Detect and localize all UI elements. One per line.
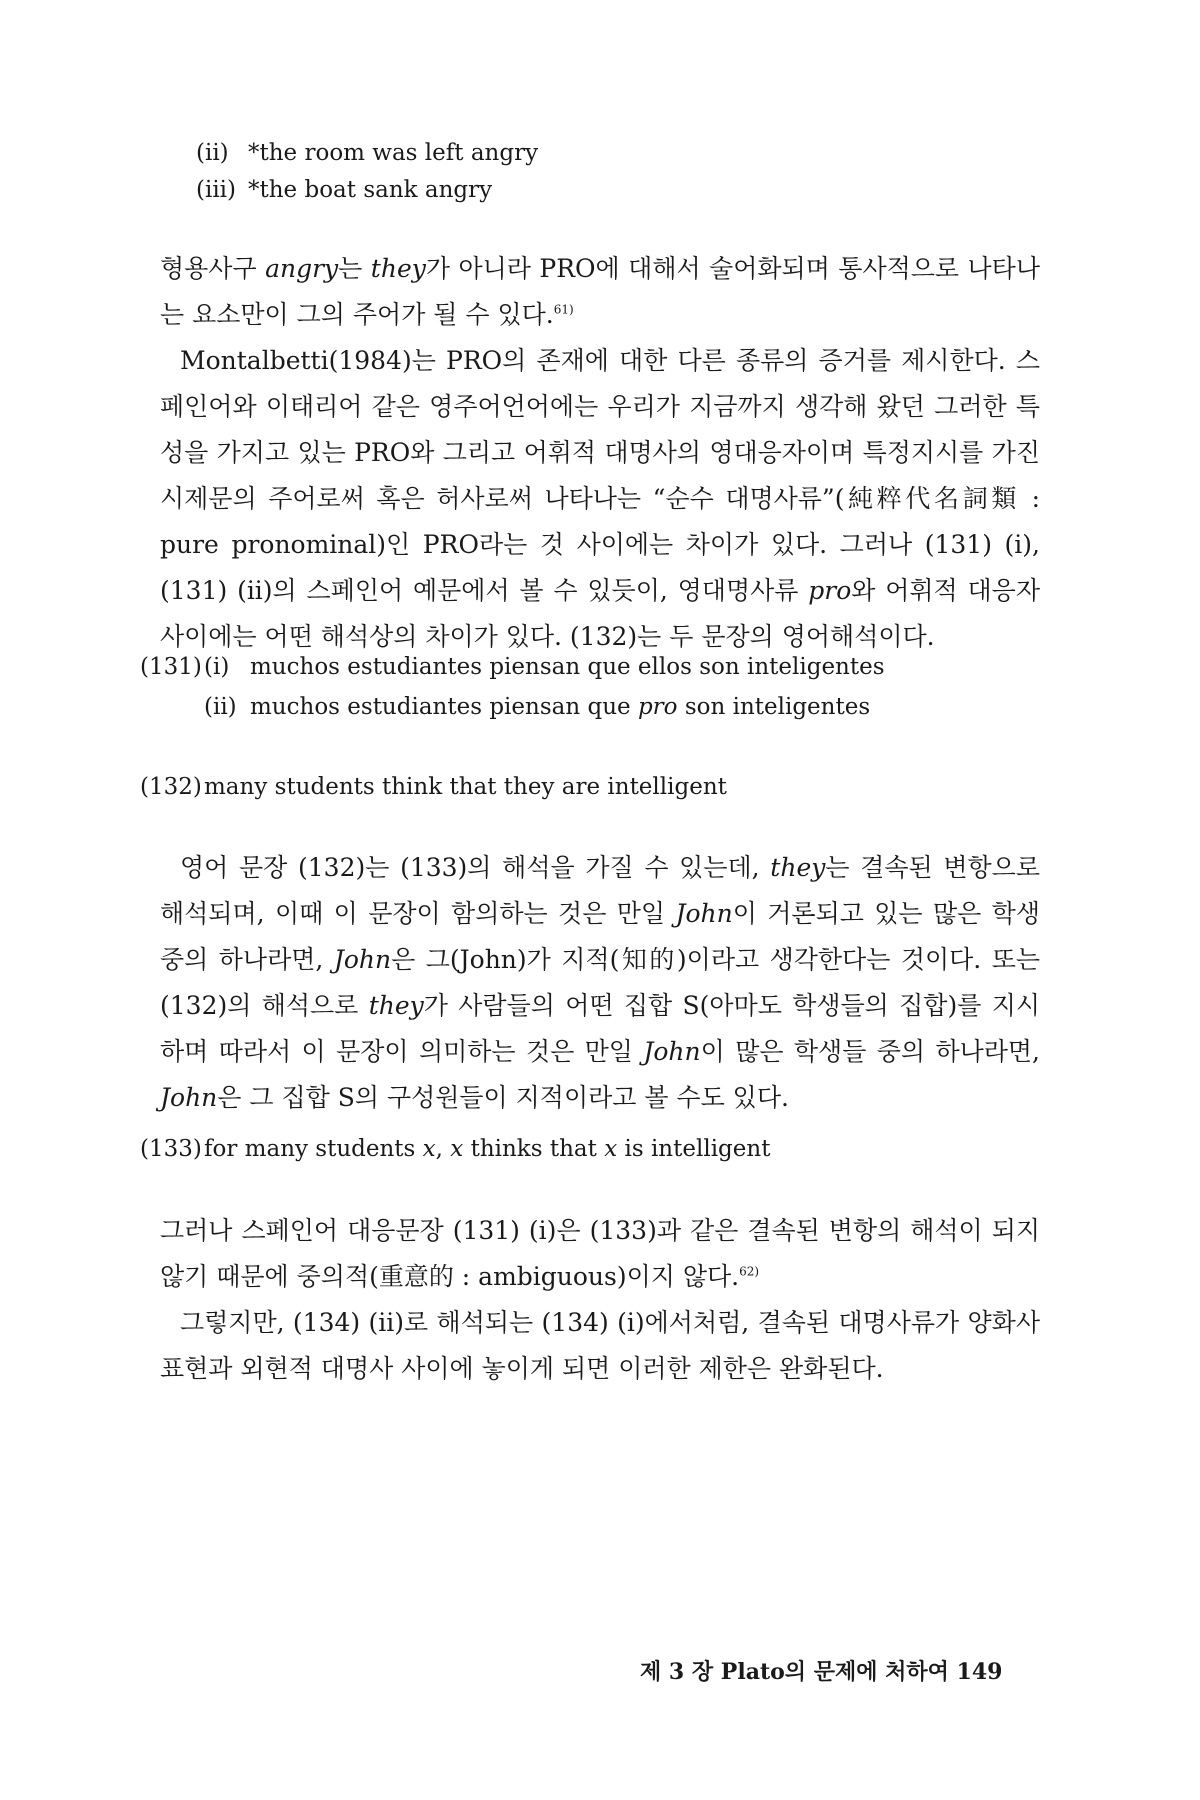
example-text: muchos estudiantes piensan que ellos son inteligentes (250, 654, 885, 680)
italic-term: they (770, 853, 826, 882)
paragraph-block-1 (160, 246, 1040, 660)
italic-term: John (643, 1037, 701, 1066)
italic-term: angry (265, 254, 339, 283)
paragraph-block-4 (160, 1208, 1040, 1392)
example-number: (iii) (196, 177, 237, 203)
paragraph-4: 그러나 스페인어 대응문장 (131) (i)은 (133)과 같은 결속된 변항의 해석이 되지 않기 때문에 중의적(重意的 : ambiguous)이지 않다.$^{62)}$ (160, 1216, 1040, 1291)
variable-x: x (422, 1136, 436, 1162)
italic-term: John (160, 1083, 218, 1112)
example-number: (132) (140, 774, 202, 800)
example-ii (196, 138, 538, 168)
example-131-ii: (ii) muchos estudiantes piensan que pro son inteligentes (204, 694, 871, 720)
footnote-marker: 62) (739, 1264, 760, 1279)
italic-term: John (333, 945, 392, 974)
paragraph-block-3 (160, 845, 1040, 1121)
paragraph-1: 형용사구 angry는 they가 아니라 PRO에 대해서 술어화되며 통사적으로 나타나는 요소만이 그의 주어가 될 수 있다.$^{61)}$ (160, 254, 1040, 329)
paragraph-2: Montalbetti(1984)는 PRO의 존재에 대한 다른 종류의 증거를 제시한다. 스페인어와 이태리어 같은 영주어언어에는 우리가 지금까지 생각해 왔던 그러한 특성을 가지고 있는 PRO와 그리고 어휘적 대명사의 영대응자이며 특정지시를 가진 시제문의 주어로써 혹은 허사로써 나타나는 “순수 대명사류”(純粹代名詞類 : pure pronominal)인 PRO라는 것 사이에는 차이가 있다. 그러나 (131) (i), (131) (ii)의 스페인어 예문에서 볼 수 있듯이, 영대명사류 pro와 어휘적 대응자 사이에는 어떤 해석상의 차이가 있다. (132)는 두 문장의 영어해석이다. (160, 346, 1040, 651)
example-131-i (140, 652, 885, 682)
italic-term: pro (637, 694, 678, 720)
paragraph-5: 그렇지만, (134) (ii)로 해석되는 (134) (i)에서처럼, 결속된 대명사류가 양화사 표현과 외현적 대명사 사이에 놓이게 되면 이러한 제한은 완화된다. (160, 1308, 1040, 1383)
variable-x: x (604, 1136, 618, 1162)
example-sub-number: (ii) (204, 694, 237, 720)
italic-term: they (368, 991, 424, 1020)
variable-x: x (450, 1136, 464, 1162)
example-sub-number: (i) (204, 654, 230, 680)
example-132 (140, 772, 727, 802)
italic-term: pro (808, 576, 852, 605)
page-footer: 제 3 장 Plato의 문제에 처하여 149 (640, 1659, 1003, 1685)
example-text: many students think that they are intelligent (204, 774, 727, 800)
example-text: *the room was left angry (248, 140, 539, 166)
example-number: (ii) (196, 140, 229, 166)
example-iii (196, 175, 492, 205)
footnote-marker: 61) (553, 302, 574, 317)
italic-term: John (675, 899, 733, 928)
paragraph-3: 영어 문장 (132)는 (133)의 해석을 가질 수 있는데, they는 결속된 변항으로 해석되며, 이때 이 문장이 함의하는 것은 만일 John이 거론되고 있는 많은 학생 중의 하나라면, John은 그(John)가 지적(知的)이라고 생각한다는 것이다. 또는 (132)의 해석으로 they가 사람들의 어떤 집합 S(아마도 학생들의 집합)를 지시하며 따라서 이 문장이 의미하는 것은 만일 John이 많은 학생들 중의 하나라면, John은 그 집합 S의 구성원들이 지적이라고 볼 수도 있다. (160, 853, 1041, 1112)
example-number: (133) (140, 1136, 202, 1162)
example-133: (133)for many students x, x thinks that x is intelligent (140, 1136, 771, 1162)
italic-term: they (370, 254, 426, 283)
example-number: (131) (140, 654, 202, 680)
example-text: *the boat sank angry (248, 177, 493, 203)
